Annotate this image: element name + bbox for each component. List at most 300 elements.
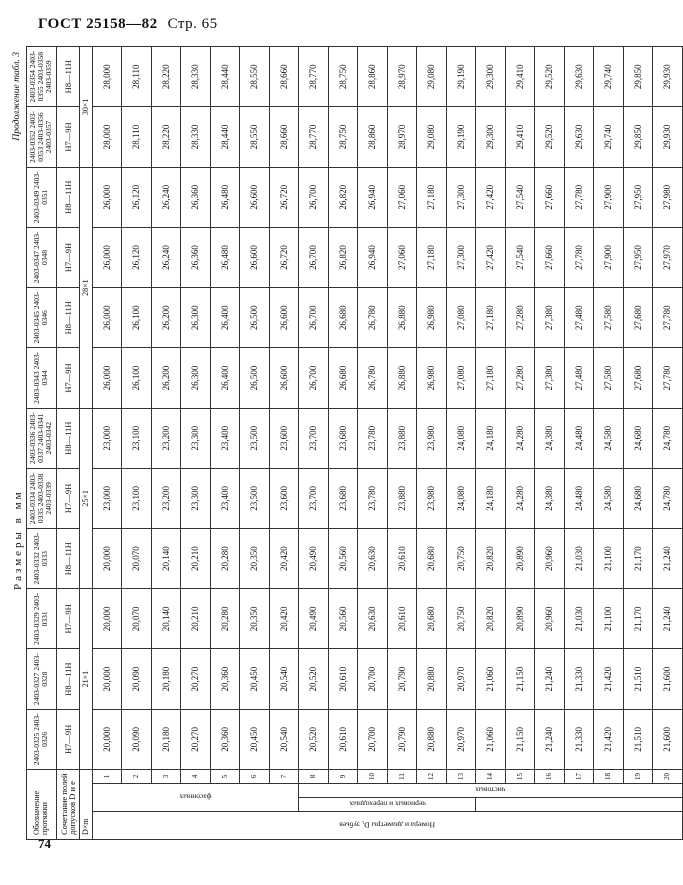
code-header: 2403-0345 2403-0346 [27,288,57,348]
diameter-cell: 21,170 [623,529,653,589]
diameter-cell: 27,080 [446,348,476,408]
diameter-cell: 28,660 [269,107,299,167]
table-row [269,47,299,840]
diameter-cell: 28,970 [387,47,417,107]
diameter-cell: 27,780 [653,288,683,348]
diameter-cell: 27,380 [535,288,565,348]
diameter-cell: 27,180 [417,167,447,227]
diameter-cell: 27,420 [476,167,506,227]
diameter-cell: 20,610 [328,709,358,769]
table-row [417,47,447,840]
tooth-number: 1 [92,769,122,783]
tooth-number: 15 [505,769,535,783]
diameter-cell: 20,270 [181,709,211,769]
page-label: Стр. 65 [167,16,218,32]
table-row [328,47,358,840]
diameter-cell: 23,980 [417,468,447,528]
diameter-cell: 28,770 [299,107,329,167]
diameter-cell: 28,330 [181,47,211,107]
tooth-number: 20 [653,769,683,783]
diameter-cell: 29,930 [653,107,683,167]
sizes-row [79,47,92,840]
diameter-cell: 20,960 [535,529,565,589]
fit-header: H8—11H [56,649,79,709]
diameter-cell: 20,750 [446,529,476,589]
diameter-cell: 27,300 [446,227,476,287]
diameter-cell: 20,000 [92,649,122,709]
diameter-cell: 20,560 [328,529,358,589]
diameter-cell: 24,180 [476,408,506,468]
code-header: 2403-0325 2403-0326 [27,709,57,769]
tooth-number: 4 [181,769,211,783]
diameter-cell: 27,780 [653,348,683,408]
diameter-cell: 21,150 [505,649,535,709]
diameter-cell: 26,880 [387,288,417,348]
diameter-cell: 21,150 [505,709,535,769]
diameter-cell: 27,980 [653,167,683,227]
diameter-cell: 29,740 [594,107,624,167]
diameter-cell: 20,750 [446,589,476,649]
diameter-cell: 23,980 [417,408,447,468]
diameter-cell: 26,700 [299,348,329,408]
page-header [38,16,218,33]
diameter-cell: 20,560 [328,589,358,649]
code-header: 2403-0329 2403-0331 [27,589,57,649]
diameter-cell: 27,680 [623,288,653,348]
tooth-number: 5 [210,769,240,783]
diameter-cell: 20,680 [417,589,447,649]
diameter-cell: 20,090 [122,709,152,769]
tooth-number: 8 [299,769,329,783]
diameter-cell: 24,480 [564,468,594,528]
diameter-cell: 26,200 [151,348,181,408]
diameter-cell: 26,360 [181,167,211,227]
diameter-cell: 27,680 [623,348,653,408]
diameter-cell: 28,970 [387,107,417,167]
diameter-cell: 26,480 [210,167,240,227]
diameter-cell: 23,600 [269,468,299,528]
tooth-number: 10 [358,769,388,783]
diameter-cell: 27,060 [387,227,417,287]
diameter-cell: 20,520 [299,709,329,769]
diameter-cell: 26,000 [92,288,122,348]
diameter-cell: 26,120 [122,227,152,287]
diameter-cell: 29,630 [564,107,594,167]
diameter-cell: 26,000 [92,167,122,227]
diameter-cell: 21,100 [594,589,624,649]
tooth-number: 19 [623,769,653,783]
table-row [653,47,683,840]
diameter-cell: 20,000 [92,589,122,649]
diameter-cell: 23,700 [299,408,329,468]
diameter-cell: 20,700 [358,649,388,709]
diameter-cell: 23,500 [240,468,270,528]
table-row [505,47,535,840]
diameter-cell: 27,780 [564,167,594,227]
diameter-cell: 28,110 [122,107,152,167]
diameter-cell: 23,000 [92,408,122,468]
fit-label: Сочетание полей допусков D и e [56,769,79,839]
fit-header: H7—9H [56,709,79,769]
diameter-cell: 27,540 [505,227,535,287]
tooth-number: 2 [122,769,152,783]
code-header: 2403-0343 2403-0344 [27,348,57,408]
standard-number: ГОСТ 25158—82 [38,16,158,32]
diameter-cell: 26,700 [299,227,329,287]
diameter-cell: 26,100 [122,288,152,348]
diameter-cell: 20,490 [299,589,329,649]
diameter-cell: 20,450 [240,649,270,709]
diameter-cell: 20,420 [269,529,299,589]
diameter-cell: 27,900 [594,227,624,287]
diameter-cell: 27,180 [476,288,506,348]
diameter-cell: 26,240 [151,167,181,227]
diameter-cell: 24,780 [653,408,683,468]
diameter-cell: 26,600 [240,167,270,227]
diameter-cell: 27,660 [535,167,565,227]
table-row [535,47,565,840]
diameter-cell: 26,000 [92,227,122,287]
diameter-cell: 21,030 [564,529,594,589]
diameter-cell: 20,630 [358,589,388,649]
table-row [594,47,624,840]
group-label: чистовых [299,784,683,798]
diameter-cell: 28,750 [328,47,358,107]
diameter-cell: 27,970 [653,227,683,287]
diameter-cell: 27,480 [564,288,594,348]
diameter-cell: 20,490 [299,529,329,589]
diameter-cell: 28,440 [210,107,240,167]
broach-label: Обозначение протяжки [27,769,57,839]
diameter-cell: 24,080 [446,468,476,528]
code-header: 2403-0349 2403-0351 [27,167,57,227]
diameter-cell: 23,780 [358,468,388,528]
diameter-cell: 29,300 [476,47,506,107]
diameter-cell: 28,000 [92,47,122,107]
code-header: 2403-0332 2403-0333 [27,529,57,589]
tooth-number: 13 [446,769,476,783]
diameter-cell: 23,680 [328,468,358,528]
table-row [623,47,653,840]
diameter-cell: 21,600 [653,649,683,709]
diameter-cell: 26,360 [181,227,211,287]
diameter-cell: 24,580 [594,408,624,468]
diameter-cell: 20,790 [387,709,417,769]
diameter-cell: 26,680 [328,288,358,348]
diameter-cell: 27,580 [594,348,624,408]
diameter-cell: 26,780 [358,288,388,348]
diameter-cell: 26,200 [151,288,181,348]
diameter-cell: 27,660 [535,227,565,287]
rotated-table-area [12,46,673,840]
diameter-cell: 20,630 [358,529,388,589]
diameter-cell: 24,680 [623,468,653,528]
tooth-number: 16 [535,769,565,783]
code-header: 2403-0354 2403-0355 2403-0358 2403-0359 [27,47,57,107]
diameter-cell: 21,240 [535,649,565,709]
diameter-cell: 21,510 [623,649,653,709]
diameter-cell: 23,200 [151,408,181,468]
diameter-cell: 27,280 [505,288,535,348]
table-row [387,47,417,840]
fit-header: H7—9H [56,468,79,528]
diameter-cell: 20,280 [210,529,240,589]
diameter-cell: 23,780 [358,408,388,468]
diameter-cell: 28,440 [210,47,240,107]
diameter-cell: 24,680 [623,408,653,468]
diameter-cell: 29,080 [417,107,447,167]
fit-header: H8—11H [56,47,79,107]
diameter-cell: 21,510 [623,709,653,769]
diameter-cell: 21,420 [594,649,624,709]
diameter-cell: 20,700 [358,709,388,769]
diameter-cell: 27,780 [564,227,594,287]
continuation-note: Продолжение табл. 3 [12,52,22,141]
diameter-cell: 26,480 [210,227,240,287]
group-label: черновых и переходных [299,798,476,812]
diameter-cell: 28,220 [151,107,181,167]
diameter-cell: 29,850 [623,107,653,167]
diameter-cell: 23,100 [122,408,152,468]
diameter-cell: 29,520 [535,107,565,167]
diameter-cell: 26,100 [122,348,152,408]
tooth-number: 17 [564,769,594,783]
code-header: 2403-0352 2403-0353 2403-0356 2403-0357 [27,107,57,167]
group-spacer [476,798,683,812]
fit-header: H8—11H [56,408,79,468]
diameter-cell: 20,360 [210,709,240,769]
diameter-cell: 26,500 [240,288,270,348]
diameter-cell: 24,080 [446,408,476,468]
diameter-cell: 23,300 [181,468,211,528]
size-header: 30×1 [79,47,92,168]
table-row [181,47,211,840]
table-body [92,47,682,840]
diameter-cell: 20,140 [151,529,181,589]
fit-header: H8—11H [56,167,79,227]
teeth-diameter-table [26,46,683,840]
diameter-cell: 26,880 [387,348,417,408]
diameter-cell: 26,500 [240,348,270,408]
diameter-cell: 26,120 [122,167,152,227]
diameter-cell: 20,820 [476,589,506,649]
diameter-cell: 23,600 [269,408,299,468]
diameter-cell: 20,820 [476,529,506,589]
diameter-cell: 28,330 [181,107,211,167]
diameter-cell: 29,630 [564,47,594,107]
diameter-cell: 26,600 [269,288,299,348]
diameter-cell: 27,420 [476,227,506,287]
diameter-cell: 29,080 [417,47,447,107]
diameter-cell: 26,700 [299,288,329,348]
diameter-cell: 24,380 [535,408,565,468]
diameter-cell: 27,280 [505,348,535,408]
diameter-cell: 20,880 [417,649,447,709]
table-row [476,47,506,840]
diameter-cell: 29,930 [653,47,683,107]
diameter-cell: 24,780 [653,468,683,528]
diameter-cell: 26,720 [269,227,299,287]
diameter-cell: 27,580 [594,288,624,348]
diameter-cell: 20,890 [505,589,535,649]
fit-header: H8—11H [56,529,79,589]
diameter-cell: 20,000 [92,709,122,769]
table-row [240,47,270,840]
diameter-cell: 28,860 [358,107,388,167]
diameter-cell: 21,060 [476,649,506,709]
diameter-cell: 20,540 [269,649,299,709]
diameter-cell: 20,210 [181,589,211,649]
diameter-cell: 27,180 [417,227,447,287]
diameter-cell: 20,090 [122,649,152,709]
code-header: 2403-0334 2403-0335 2403-0338 2403-0339 [27,468,57,528]
fit-header: H7—9H [56,227,79,287]
diameter-cell: 20,210 [181,529,211,589]
diameter-cell: 26,300 [181,288,211,348]
diameter-cell: 20,270 [181,649,211,709]
diameter-cell: 23,700 [299,468,329,528]
diameter-cell: 27,540 [505,167,535,227]
diameter-cell: 20,450 [240,709,270,769]
fit-header: H7—9H [56,348,79,408]
diameter-cell: 23,200 [151,468,181,528]
page-number: 74 [38,836,51,851]
diameter-cell: 21,170 [623,589,653,649]
diameter-cell: 29,740 [594,47,624,107]
diameter-cell: 23,680 [328,408,358,468]
diameter-cell: 20,610 [328,649,358,709]
diameter-cell: 20,280 [210,589,240,649]
diameter-cell: 26,300 [181,348,211,408]
diameter-cell: 26,940 [358,227,388,287]
table-row [446,47,476,840]
diameter-cell: 28,770 [299,47,329,107]
table-row [122,47,152,840]
diameter-cell: 20,790 [387,649,417,709]
diameter-cell: 27,060 [387,167,417,227]
tooth-number: 3 [151,769,181,783]
diameter-cell: 20,420 [269,589,299,649]
diameter-cell: 28,550 [240,107,270,167]
tooth-number: 12 [417,769,447,783]
diameter-cell: 21,240 [535,709,565,769]
table-caption: Размеры в мм [12,489,24,590]
diameter-cell: 23,300 [181,408,211,468]
diameter-cell: 23,000 [92,468,122,528]
tooth-number: 6 [240,769,270,783]
diameter-cell: 29,850 [623,47,653,107]
diameter-cell: 23,880 [387,408,417,468]
diameter-cell: 29,410 [505,47,535,107]
diameter-cell: 24,580 [594,468,624,528]
diameter-cell: 20,360 [210,649,240,709]
tooth-number: 11 [387,769,417,783]
size-header: 25×1 [79,408,92,589]
diameter-cell: 20,000 [92,529,122,589]
diameter-cell: 27,950 [623,167,653,227]
diameter-cell: 26,820 [328,167,358,227]
code-header: 2403-0336 2403-0337 2403-0341 2403-0342 [27,408,57,468]
diameter-cell: 20,970 [446,649,476,709]
diameter-cell: 20,520 [299,649,329,709]
size-header: 28×1 [79,167,92,408]
diameter-cell: 26,980 [417,288,447,348]
diameter-cell: 29,190 [446,47,476,107]
diameter-cell: 29,520 [535,47,565,107]
diameter-cell: 27,900 [594,167,624,227]
diameter-cell: 29,300 [476,107,506,167]
diameter-cell: 24,380 [535,468,565,528]
table-row [92,47,122,840]
tooth-number: 14 [476,769,506,783]
diameter-cell: 21,600 [653,709,683,769]
fit-header: H7—9H [56,589,79,649]
diameter-cell: 20,140 [151,589,181,649]
diameter-cell: 26,400 [210,288,240,348]
diameter-cell: 21,030 [564,589,594,649]
diameter-cell: 26,600 [269,348,299,408]
diameter-cell: 24,480 [564,408,594,468]
diameter-cell: 21,240 [653,529,683,589]
diameter-cell: 24,280 [505,468,535,528]
diameter-cell: 20,070 [122,529,152,589]
diameter-cell: 20,960 [535,589,565,649]
size-header: 21×1 [79,589,92,770]
diameter-cell: 20,610 [387,589,417,649]
diameter-cell: 20,610 [387,529,417,589]
diameter-cell: 26,980 [417,348,447,408]
diameter-cell: 26,680 [328,348,358,408]
codes-row [27,47,57,840]
diameter-cell: 28,550 [240,47,270,107]
diameter-cell: 20,540 [269,709,299,769]
diameter-cell: 26,400 [210,348,240,408]
diameter-cell: 27,480 [564,348,594,408]
diameter-cell: 28,660 [269,47,299,107]
diameter-cell: 21,100 [594,529,624,589]
diameter-cell: 21,420 [594,709,624,769]
tooth-number: 18 [594,769,624,783]
fits-row [56,47,79,840]
code-header: 2403-0347 2403-0348 [27,227,57,287]
table-row [210,47,240,840]
diameter-cell: 27,080 [446,288,476,348]
diameter-cell: 24,180 [476,468,506,528]
diameter-cell: 21,060 [476,709,506,769]
diameter-cell: 26,240 [151,227,181,287]
diameter-cell: 28,750 [328,107,358,167]
diameter-cell: 28,110 [122,47,152,107]
diameter-cell: 20,070 [122,589,152,649]
diameter-cell: 26,600 [240,227,270,287]
diameter-cell: 28,860 [358,47,388,107]
diameter-cell: 21,240 [653,589,683,649]
tooth-number: 9 [328,769,358,783]
group-label: фасонных [92,784,299,812]
dxm-label: D×m [79,769,92,839]
fit-header: H8—11H [56,288,79,348]
diameter-cell: 23,500 [240,408,270,468]
diameter-cell: 27,300 [446,167,476,227]
diameter-cell: 21,330 [564,649,594,709]
diameter-cell: 20,970 [446,709,476,769]
diameter-cell: 26,000 [92,348,122,408]
table-row [564,47,594,840]
diameter-cell: 28,220 [151,47,181,107]
diameter-cell: 20,890 [505,529,535,589]
table-row [358,47,388,840]
diameter-cell: 20,880 [417,709,447,769]
